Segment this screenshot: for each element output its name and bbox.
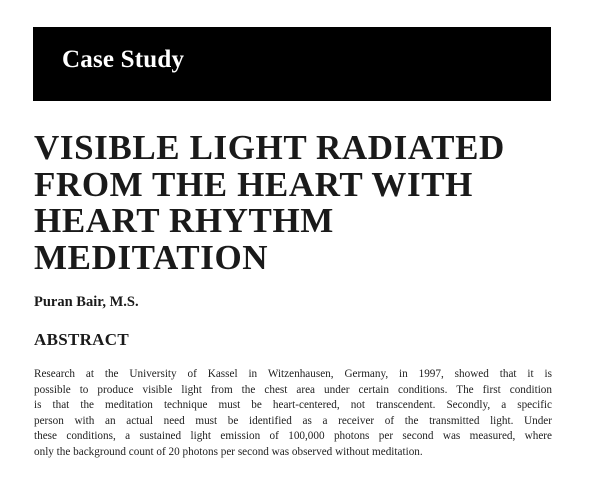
title-line: HEART RHYTHM (34, 201, 334, 240)
author-byline: Puran Bair, M.S. (34, 294, 139, 310)
abstract-line: person with an actual need must be identified as a receiver of the transmitted light. Under (34, 414, 552, 427)
title-line: VISIBLE LIGHT RADIATED (34, 128, 505, 167)
abstract-line: only the background count of 20 photons per second was observed without meditation. (34, 445, 423, 458)
abstract-line: possible to produce visible light from the chest area under certain conditions. The first condition (34, 383, 552, 396)
abstract-line: these conditions, a sustained light emission of 100,000 photons per second was measured, where (34, 430, 552, 443)
title-line: MEDITATION (34, 237, 269, 277)
abstract-heading: ABSTRACT (34, 330, 129, 349)
abstract-body (34, 367, 552, 461)
case-study-banner (33, 27, 551, 101)
abstract-line: Research at the University of Kassel in Witzenhausen, Germany, in 1997, showed that it is (34, 368, 552, 380)
article-title (34, 130, 574, 276)
abstract-line: is that the meditation technique must be heart-centered, not transcendent. Secondly, a specific (34, 399, 552, 412)
title-line: FROM THE HEART WITH (34, 164, 474, 204)
banner-label: Case Study (62, 46, 185, 73)
